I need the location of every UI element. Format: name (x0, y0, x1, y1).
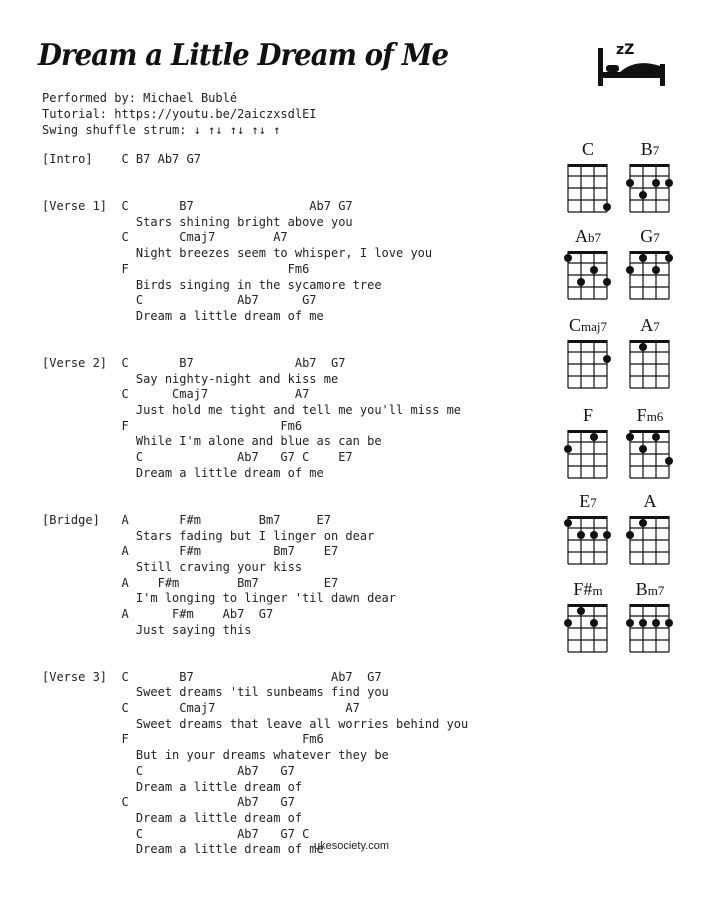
chord-name (622, 225, 678, 247)
finger-dot (564, 619, 572, 627)
finger-dot (590, 619, 598, 627)
fretboard (622, 247, 678, 303)
fretboard (622, 426, 678, 482)
fretboard (560, 512, 616, 568)
nut (568, 164, 607, 167)
footer-site[interactable]: ukesociety.com (314, 840, 389, 852)
fretboard (560, 600, 616, 656)
chord-root: A (643, 491, 657, 511)
finger-dot (639, 191, 647, 199)
sheet-line: C Cmaj7 A7 (42, 230, 288, 245)
chord-suffix: 7 (653, 230, 660, 245)
fretboard (560, 247, 616, 303)
chord-root: F (636, 405, 647, 425)
chord-root: F (582, 405, 593, 425)
performer-line: Performed by: Michael Bublé (42, 91, 238, 105)
chord-name (560, 490, 616, 512)
nut (630, 430, 669, 433)
chord-diagram (560, 314, 616, 397)
sheet-line: Still craving your kiss (42, 559, 303, 574)
finger-dot (639, 519, 647, 527)
sheet-line: F Fm6 (42, 732, 324, 747)
chord-name (622, 138, 678, 160)
chord-root: C (568, 315, 581, 335)
finger-dot (590, 531, 598, 539)
blank-line (42, 654, 468, 670)
finger-dot (577, 531, 585, 539)
chord-root: A (640, 315, 654, 335)
finger-dot (577, 278, 585, 286)
finger-dot (590, 433, 598, 441)
fretboard (560, 336, 616, 392)
chord-root: B (635, 579, 648, 599)
fretboard (622, 512, 678, 568)
finger-dot (626, 531, 634, 539)
finger-dot (564, 519, 572, 527)
chord-suffix: 7 (590, 495, 597, 510)
chord-diagram (622, 490, 678, 573)
finger-dot (603, 203, 611, 211)
sheet-line: Stars shining bright above you (42, 214, 353, 229)
sheet-line: Say nighty-night and kiss me (42, 371, 339, 386)
chord-name (622, 314, 678, 336)
nut (568, 340, 607, 343)
chord-diagram (560, 225, 616, 308)
sheet-line: Dream a little dream of (42, 810, 303, 825)
chord-diagram (622, 314, 678, 397)
nut (630, 604, 669, 607)
chord-suffix: maj7 (581, 319, 607, 334)
finger-dot (564, 254, 572, 262)
finger-dot (665, 457, 673, 465)
chord-suffix: m7 (647, 583, 665, 598)
nut (630, 516, 669, 519)
finger-dot (564, 445, 572, 453)
fretboard (622, 336, 678, 392)
song-meta (42, 90, 317, 138)
finger-dot (639, 254, 647, 262)
nut (568, 251, 607, 254)
finger-dot (626, 433, 634, 441)
sheet-line: While I'm alone and blue as can be (42, 434, 382, 449)
chord-name (622, 490, 678, 512)
sheet-line: Just saying this (42, 622, 252, 637)
sleeping-bed-icon (596, 38, 668, 88)
chord-name (622, 578, 678, 600)
sheet-line: C Ab7 G7 (42, 763, 295, 778)
chord-name (560, 578, 616, 600)
chord-sheet (42, 152, 468, 858)
chord-suffix: 7 (652, 143, 660, 158)
sheet-line: [Bridge] A F#m Bm7 E7 (42, 512, 331, 527)
chord-root: A (575, 226, 588, 246)
chord-suffix: m (592, 583, 603, 598)
finger-dot (665, 619, 673, 627)
finger-dot (652, 619, 660, 627)
chord-diagram (622, 225, 678, 308)
sheet-line: Sweet dreams that leave all worries behind you (42, 716, 469, 731)
finger-dot (626, 619, 634, 627)
chord-diagram (622, 138, 678, 221)
fretboard (560, 426, 616, 482)
sheet-line: C Ab7 G7 (42, 795, 295, 810)
chord-diagram (560, 138, 616, 221)
chord-name (560, 404, 616, 426)
chord-diagram (560, 490, 616, 573)
sheet-line: C Ab7 G7 (42, 293, 317, 308)
sheet-line: Just hold me tight and tell me you'll miss me (42, 403, 462, 417)
chord-root: G (640, 226, 654, 246)
finger-dot (626, 179, 634, 187)
sheet-line: C Cmaj7 A7 (42, 387, 310, 402)
sheet-line: [Verse 3] C B7 Ab7 G7 (42, 669, 382, 684)
finger-dot (603, 278, 611, 286)
chord-name (622, 404, 678, 426)
sheet-line: F Fm6 (42, 418, 303, 433)
blank-line (42, 325, 468, 341)
blank-line (42, 168, 468, 184)
finger-dot (603, 355, 611, 363)
sheet-line: But in your dreams whatever they be (42, 748, 389, 763)
fretboard (622, 160, 678, 216)
sheet-line: Sweet dreams 'til sunbeams find you (42, 685, 389, 700)
finger-dot (626, 266, 634, 274)
sheet-line: A F#m Bm7 E7 (42, 544, 339, 559)
strum-pattern: Swing shuffle strum: ↓ ↑↓ ↑↓ ↑↓ ↑ (42, 123, 281, 137)
sheet-line: Birds singing in the sycamore tree (42, 277, 382, 292)
chord-diagram (560, 578, 616, 661)
finger-dot (652, 266, 660, 274)
nut (568, 516, 607, 519)
nut (568, 604, 607, 607)
sheet-line: Stars fading but I linger on dear (42, 528, 375, 543)
sheet-line: [Intro] C B7 Ab7 G7 (42, 152, 201, 166)
blank-line (42, 183, 468, 199)
sheet-line: Dream a little dream of me (42, 842, 324, 857)
chord-name (560, 225, 616, 247)
chord-diagram (560, 404, 616, 487)
sheet-line: C Ab7 G7 C (42, 826, 310, 841)
sheet-line: Dream a little dream of me (42, 465, 324, 480)
nut (630, 251, 669, 254)
nut (630, 340, 669, 343)
song-title: Dream a Little Dream of Me (38, 38, 449, 73)
tutorial-link[interactable]: Tutorial: https://youtu.be/2aiczxsdlEI (42, 107, 317, 121)
sheet-line: A F#m Bm7 E7 (42, 575, 339, 590)
sheet-line: Dream a little dream of me (42, 308, 324, 323)
finger-dot (639, 343, 647, 351)
finger-dot (639, 445, 647, 453)
blank-line (42, 497, 468, 513)
fretboard (560, 160, 616, 216)
nut (568, 430, 607, 433)
finger-dot (577, 607, 585, 615)
zz-text: zZ (616, 42, 635, 58)
blank-line (42, 481, 468, 497)
finger-dot (603, 531, 611, 539)
chord-diagram (622, 404, 678, 487)
finger-dot (590, 266, 598, 274)
finger-dot (665, 254, 673, 262)
finger-dot (665, 179, 673, 187)
sheet-line: A F#m Ab7 G7 (42, 606, 274, 621)
sheet-line: Dream a little dream of (42, 779, 303, 794)
sheet-line: C Ab7 G7 C E7 (42, 450, 353, 465)
sheet-line: C Cmaj7 A7 (42, 701, 360, 716)
chord-suffix: m6 (646, 409, 664, 424)
chord-name (560, 314, 616, 336)
chord-diagram (622, 578, 678, 661)
chord-suffix: b7 (588, 230, 601, 245)
chord-name (560, 138, 616, 160)
finger-dot (652, 179, 660, 187)
sheet-line: [Verse 2] C B7 Ab7 G7 (42, 355, 346, 370)
chord-root: B (640, 139, 653, 159)
sheet-line: [Verse 1] C B7 Ab7 G7 (42, 199, 353, 214)
chord-root: C (581, 139, 594, 159)
fretboard (622, 600, 678, 656)
sheet-line: Night breezes seem to whisper, I love you (42, 246, 433, 261)
finger-dot (652, 433, 660, 441)
blank-line (42, 340, 468, 356)
sheet-line: I'm longing to linger 'til dawn dear (42, 591, 397, 606)
chord-root: E (579, 491, 591, 511)
chord-suffix: 7 (653, 319, 660, 334)
nut (630, 164, 669, 167)
chord-root: F# (573, 579, 593, 599)
sheet-line: F Fm6 (42, 261, 310, 276)
blank-line (42, 638, 468, 654)
finger-dot (639, 619, 647, 627)
